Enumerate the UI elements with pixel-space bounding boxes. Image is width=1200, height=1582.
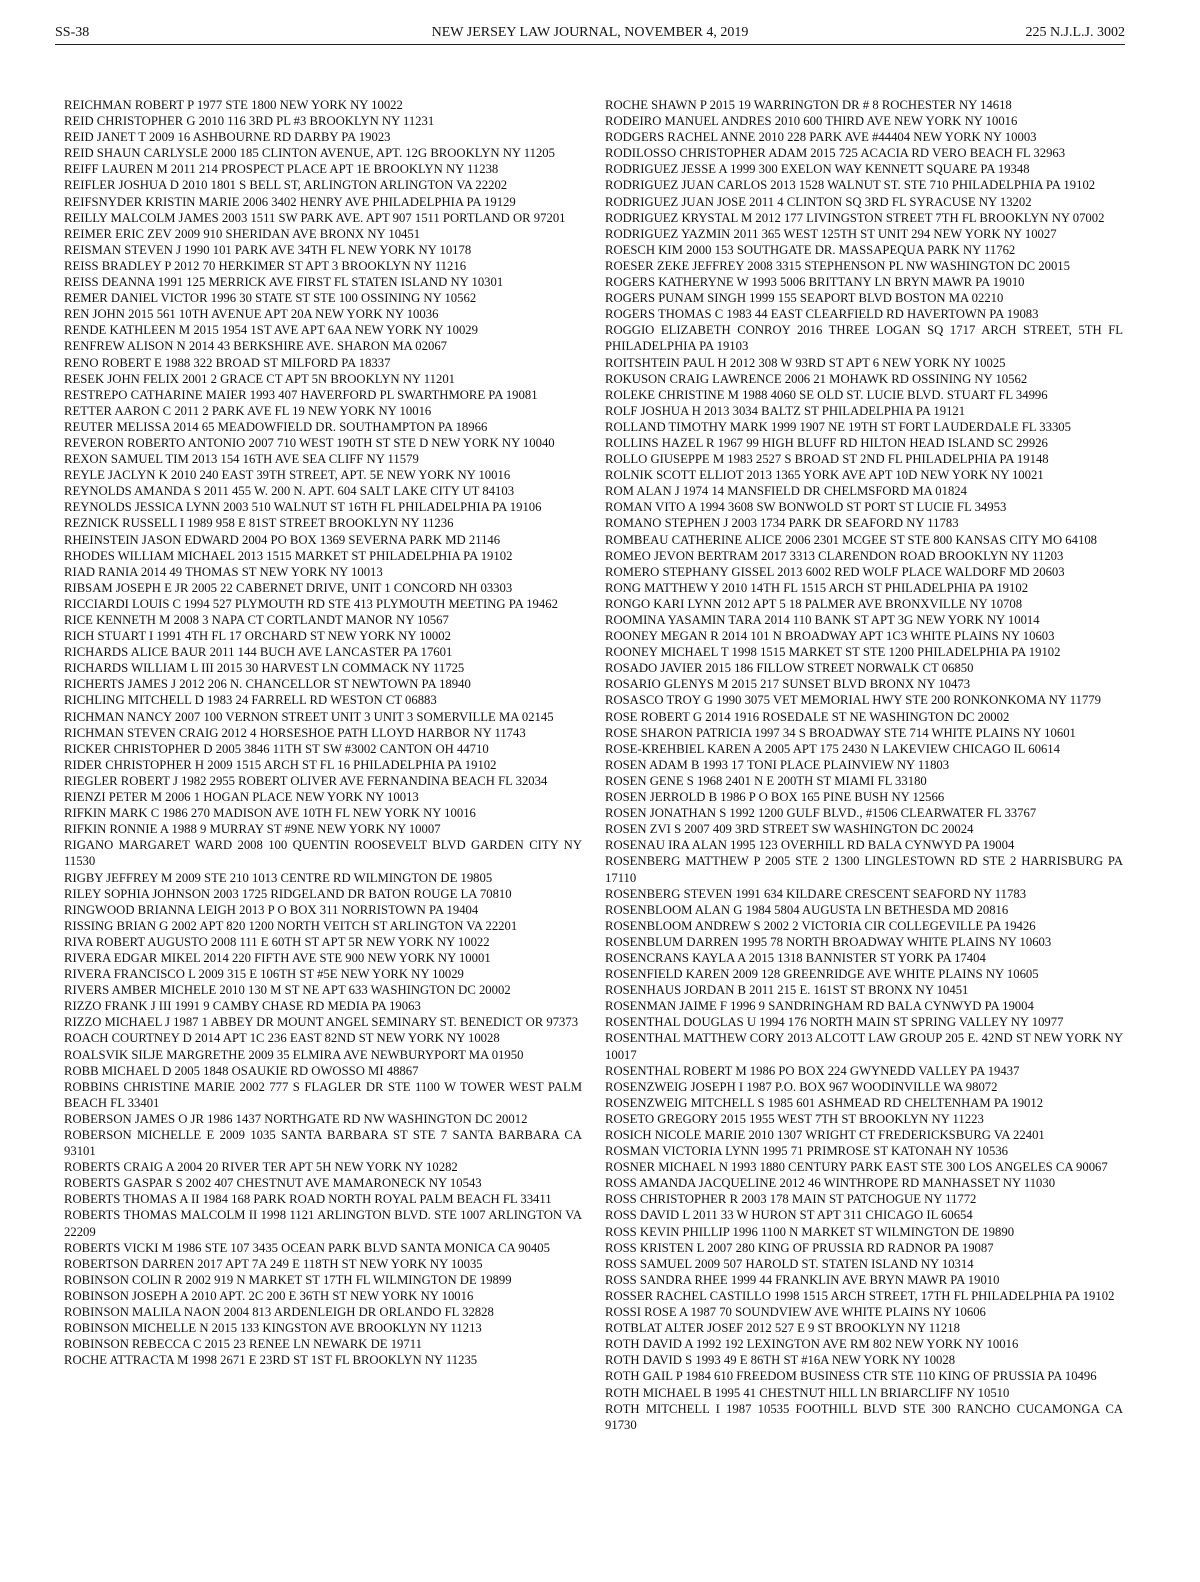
attorney-entry: RONGO KARI LYNN 2012 APT 5 18 PALMER AVE BRONXVILLE NY 10708 [605,596,1023,611]
attorney-entry: REMER DANIEL VICTOR 1996 30 STATE ST STE 100 OSSINING NY 10562 [64,291,477,306]
attorney-entry: ROESER ZEKE JEFFREY 2008 3315 STEPHENSON PL NW WASHINGTON DC 20015 [605,258,1070,273]
attorney-entry: REISS BRADLEY P 2012 70 HERKIMER ST APT 3 BROOKLYN NY 11216 [64,258,467,273]
attorney-entry: ROSEN ADAM B 1993 17 TONI PLACE PLAINVIEW NY 11803 [605,757,950,772]
attorney-entry: RICH STUART I 1991 4TH FL 17 ORCHARD ST NEW YORK NY 10002 [64,629,451,644]
attorney-entry: ROBERTS GASPAR S 2002 407 CHESTNUT AVE MAMARONECK NY 10543 [64,1176,482,1191]
attorney-entry: RIENZI PETER M 2006 1 HOGAN PLACE NEW YORK NY 10013 [64,790,419,805]
attorney-entry: REID JANET T 2009 16 ASHBOURNE RD DARBY PA 19023 [64,130,391,145]
attorney-entry: RODILOSSO CHRISTOPHER ADAM 2015 725 ACACIA RD VERO BEACH FL 32963 [605,146,1066,161]
attorney-entry: RETTER AARON C 2011 2 PARK AVE FL 19 NEW YORK NY 10016 [64,403,432,418]
attorney-entry: RHEINSTEIN JASON EDWARD 2004 PO BOX 1369 SEVERNA PARK MD 21146 [64,532,501,547]
attorney-entry: ROSENTHAL MATTHEW CORY 2013 ALCOTT LAW GROUP 205 E. 42ND ST NEW YORK NY 10017 [605,1031,1123,1062]
attorney-entry: ROGERS THOMAS C 1983 44 EAST CLEARFIELD RD HAVERTOWN PA 19083 [605,307,1039,322]
left-column [64,97,582,1368]
attorney-entry: ROMEO JEVON BERTRAM 2017 3313 CLARENDON ROAD BROOKLYN NY 11203 [605,548,1064,563]
attorney-entry: ROSNER MICHAEL N 1993 1880 CENTURY PARK EAST STE 300 LOS ANGELES CA 90067 [605,1160,1108,1175]
running-header [55,22,1125,44]
attorney-entry: RENFREW ALISON N 2014 43 BERKSHIRE AVE. SHARON MA 02067 [64,339,448,354]
attorney-entry: RICHARDS ALICE BAUR 2011 144 BUCH AVE LANCASTER PA 17601 [64,645,453,660]
attorney-entry: ROONEY MEGAN R 2014 101 N BROADWAY APT 1C3 WHITE PLAINS NY 10603 [605,629,1055,644]
attorney-entry: ROTH GAIL P 1984 610 FREEDOM BUSINESS CTR STE 110 KING OF PRUSSIA PA 10496 [605,1369,1097,1384]
attorney-entry: ROBINSON MICHELLE N 2015 133 KINGSTON AVE BROOKLYN NY 11213 [64,1321,482,1336]
attorney-entry: REUTER MELISSA 2014 65 MEADOWFIELD DR. SOUTHAMPTON PA 18966 [64,419,488,434]
attorney-entry: ROBINSON MALILA NAON 2004 813 ARDENLEIGH DR ORLANDO FL 32828 [64,1305,494,1320]
attorney-entry: REILLY MALCOLM JAMES 2003 1511 SW PARK AVE. APT 907 1511 PORTLAND OR 97201 [64,210,566,225]
attorney-entry: ROSE ROBERT G 2014 1916 ROSEDALE ST NE WASHINGTON DC 20002 [605,709,1010,724]
attorney-entry: REIFLER JOSHUA D 2010 1801 S BELL ST, ARLINGTON ARLINGTON VA 22202 [64,178,508,193]
attorney-entry: RICHARDS WILLIAM L III 2015 30 HARVEST LN COMMACK NY 11725 [64,661,465,676]
attorney-entry: RESTREPO CATHARINE MAIER 1993 407 HAVERFORD PL SWARTHMORE PA 19081 [64,387,538,402]
attorney-entry: ROSEN ZVI S 2007 409 3RD STREET SW WASHINGTON DC 20024 [605,822,974,837]
attorney-entry: RODRIGUEZ YAZMIN 2011 365 WEST 125TH ST UNIT 294 NEW YORK NY 10027 [605,226,1057,241]
attorney-entry: ROSICH NICOLE MARIE 2010 1307 WRIGHT CT FREDERICKSBURG VA 22401 [605,1128,1045,1142]
attorney-entry: ROSS AMANDA JACQUELINE 2012 46 WINTHROPE RD MANHASSET NY 11030 [605,1176,1056,1191]
attorney-entry: ROSENZWEIG MITCHELL S 1985 601 ASHMEAD RD CHELTENHAM PA 19012 [605,1095,1044,1110]
attorney-entry: RENDE KATHLEEN M 2015 1954 1ST AVE APT 6AA NEW YORK NY 10029 [64,323,478,338]
attorney-entry: ROLLINS HAZEL R 1967 99 HIGH BLUFF RD HILTON HEAD ISLAND SC 29926 [605,435,1048,450]
attorney-entry: ROBERTS THOMAS A II 1984 168 PARK ROAD NORTH ROYAL PALM BEACH FL 33411 [64,1192,552,1207]
attorney-entry: ROLLAND TIMOTHY MARK 1999 1907 NE 19TH ST FORT LAUDERDALE FL 33305 [605,419,1071,434]
attorney-entry: ROBERSON JAMES O JR 1986 1437 NORTHGATE RD NW WASHINGTON DC 20012 [64,1111,528,1126]
attorney-entry: ROSS KRISTEN L 2007 280 KING OF PRUSSIA RD RADNOR PA 19087 [605,1240,994,1255]
attorney-entry: ROGGIO ELIZABETH CONROY 2016 THREE LOGAN SQ 1717 ARCH STREET, 5TH FL PHILADELPHIA PA 19103 [605,323,1123,354]
attorney-entry: ROSENBERG MATTHEW P 2005 STE 2 1300 LINGLESTOWN RD STE 2 HARRISBURG PA 17110 [605,854,1123,885]
attorney-entry: REISS DEANNA 1991 125 MERRICK AVE FIRST FL STATEN ISLAND NY 10301 [64,275,504,290]
attorney-entry: REN JOHN 2015 561 10TH AVENUE APT 20A NEW YORK NY 10036 [64,307,439,322]
attorney-entry: REYNOLDS JESSICA LYNN 2003 510 WALNUT ST 16TH FL PHILADELPHIA PA 19106 [64,500,542,515]
attorney-entry: ROSS SANDRA RHEE 1999 44 FRANKLIN AVE BRYN MAWR PA 19010 [605,1272,1000,1287]
attorney-entry: ROSADO JAVIER 2015 186 FILLOW STREET NORWALK CT 06850 [605,661,974,676]
publication-title: NEW JERSEY LAW JOURNAL, NOVEMBER 4, 2019 [431,25,749,40]
attorney-entry: ROKUSON CRAIG LAWRENCE 2006 21 MOHAWK RD OSSINING NY 10562 [605,371,1028,386]
attorney-entry: ROSS DAVID L 2011 33 W HURON ST APT 311 CHICAGO IL 60654 [605,1208,973,1223]
attorney-entry: ROSSER RACHEL CASTILLO 1998 1515 ARCH STREET, 17TH FL PHILADELPHIA PA 19102 [605,1288,1115,1303]
attorney-entry: RINGWOOD BRIANNA LEIGH 2013 P O BOX 311 NORRISTOWN PA 19404 [64,902,479,917]
attorney-entry: RIGANO MARGARET WARD 2008 100 QUENTIN ROOSEVELT BLVD GARDEN CITY NY 11530 [64,838,582,869]
attorney-entry: ROMBEAU CATHERINE ALICE 2006 2301 MCGEE ST STE 800 KANSAS CITY MO 64108 [605,532,1098,547]
attorney-entry: RICE KENNETH M 2008 3 NAPA CT CORTLANDT MANOR NY 10567 [64,613,449,627]
attorney-entry: ROLEKE CHRISTINE M 1988 4060 SE OLD ST. LUCIE BLVD. STUART FL 34996 [605,387,1048,402]
attorney-entry: REVERON ROBERTO ANTONIO 2007 710 WEST 190TH ST STE D NEW YORK NY 10040 [64,435,555,450]
attorney-entry: ROSENTHAL ROBERT M 1986 PO BOX 224 GWYNEDD VALLEY PA 19437 [605,1063,1020,1078]
attorney-entry: ROSEN JERROLD B 1986 P O BOX 165 PINE BUSH NY 12566 [605,790,945,805]
attorney-entry: ROSEN JONATHAN S 1992 1200 GULF BLVD., #1506 CLEARWATER FL 33767 [605,806,1037,821]
attorney-entry: ROTH MICHAEL B 1995 41 CHESTNUT HILL LN BRIARCLIFF NY 10510 [605,1385,1010,1400]
attorney-entry: ROTH MITCHELL I 1987 10535 FOOTHILL BLVD STE 300 RANCHO CUCAMONGA CA 91730 [605,1401,1123,1432]
attorney-entry: ROSARIO GLENYS M 2015 217 SUNSET BLVD BRONX NY 10473 [605,677,971,692]
attorney-entry: RIEGLER ROBERT J 1982 2955 ROBERT OLIVER AVE FERNANDINA BEACH FL 32034 [64,773,548,788]
attorney-entry: ROLNIK SCOTT ELLIOT 2013 1365 YORK AVE APT 10D NEW YORK NY 10021 [605,468,1044,483]
attorney-entry: ROMANO STEPHEN J 2003 1734 PARK DR SEAFORD NY 11783 [605,516,959,531]
citation: 225 N.J.L.J. 3002 [1025,25,1125,40]
attorney-entry: REIFF LAUREN M 2011 214 PROSPECT PLACE APT 1E BROOKLYN NY 11238 [64,162,499,177]
attorney-entry: REXON SAMUEL TIM 2013 154 16TH AVE SEA CLIFF NY 11579 [64,452,419,467]
attorney-entry: ROTBLAT ALTER JOSEF 2012 527 E 9 ST BROOKLYN NY 11218 [605,1321,960,1336]
attorney-entry: ROSMAN VICTORIA LYNN 1995 71 PRIMROSE ST KATONAH NY 10536 [605,1144,1009,1159]
attorney-entry: RESEK JOHN FELIX 2001 2 GRACE CT APT 5N BROOKLYN NY 11201 [64,371,456,386]
attorney-entry: ROSENZWEIG JOSEPH I 1987 P.O. BOX 967 WOODINVILLE WA 98072 [605,1079,998,1094]
attorney-entry: ROITSHTEIN PAUL H 2012 308 W 93RD ST APT 6 NEW YORK NY 10025 [605,355,1006,370]
attorney-entry: REYLE JACLYN K 2010 240 EAST 39TH STREET, APT. 5E NEW YORK NY 10016 [64,468,511,483]
attorney-entry: REID CHRISTOPHER G 2010 116 3RD PL #3 BROOKLYN NY 11231 [64,114,435,129]
attorney-entry: ROM ALAN J 1974 14 MANSFIELD DR CHELMSFORD MA 01824 [605,484,967,499]
attorney-entry: RIGBY JEFFREY M 2009 STE 210 1013 CENTRE RD WILMINGTON DE 19805 [64,870,493,885]
attorney-entry: RIAD RANIA 2014 49 THOMAS ST NEW YORK NY 10013 [64,564,383,579]
attorney-entry: ROMERO STEPHANY GISSEL 2013 6002 RED WOLF PLACE WALDORF MD 20603 [605,564,1065,579]
attorney-entry: ROLF JOSHUA H 2013 3034 BALTZ ST PHILADELPHIA PA 19121 [605,403,966,418]
attorney-entry: REISMAN STEVEN J 1990 101 PARK AVE 34TH FL NEW YORK NY 10178 [64,242,472,257]
attorney-entry: ROBB MICHAEL D 2005 1848 OSAUKIE RD OWOSSO MI 48867 [64,1063,419,1078]
attorney-entry: RIZZO MICHAEL J 1987 1 ABBEY DR MOUNT ANGEL SEMINARY ST. BENEDICT OR 97373 [64,1015,579,1030]
attorney-entry: ROSENBLOOM ANDREW S 2002 2 VICTORIA CIR COLLEGEVILLE PA 19426 [605,918,1036,933]
attorney-entry: RICHMAN STEVEN CRAIG 2012 4 HORSESHOE PATH LLOYD HARBOR NY 11743 [64,725,526,740]
attorney-entry: RIVERS AMBER MICHELE 2010 130 M ST NE APT 633 WASHINGTON DC 20002 [64,983,511,998]
attorney-entry: ROSENAU IRA ALAN 1995 123 OVERHILL RD BALA CYNWYD PA 19004 [605,838,1015,853]
attorney-entry: ROSS CHRISTOPHER R 2003 178 MAIN ST PATCHOGUE NY 11772 [605,1192,977,1207]
attorney-entry: ROTH DAVID S 1993 49 E 86TH ST #16A NEW YORK NY 10028 [605,1353,956,1368]
attorney-entry: ROOMINA YASAMIN TARA 2014 110 BANK ST APT 3G NEW YORK NY 10014 [605,613,1040,627]
attorney-entry: ROTH DAVID A 1992 192 LEXINGTON AVE RM 802 NEW YORK NY 10016 [605,1337,1019,1352]
attorney-entry: ROSENCRANS KAYLA A 2015 1318 BANNISTER ST YORK PA 17404 [605,950,986,965]
attorney-entry: REIMER ERIC ZEV 2009 910 SHERIDAN AVE BRONX NY 10451 [64,226,421,241]
attorney-entry: ROSSI ROSE A 1987 70 SOUNDVIEW AVE WHITE PLAINS NY 10606 [605,1305,986,1320]
attorney-entry: ROSENBLOOM ALAN G 1984 5804 AUGUSTA LN BETHESDA MD 20816 [605,902,1009,917]
attorney-entry: ROSENBERG STEVEN 1991 634 KILDARE CRESCENT SEAFORD NY 11783 [605,886,1027,901]
attorney-entry: RODGERS RACHEL ANNE 2010 228 PARK AVE #44404 NEW YORK NY 10003 [605,130,1037,145]
attorney-entry: RICHMAN NANCY 2007 100 VERNON STREET UNIT 3 UNIT 3 SOMERVILLE MA 02145 [64,709,554,724]
attorney-entry: ROMAN VITO A 1994 3608 SW BONWOLD ST PORT ST LUCIE FL 34953 [605,500,1007,515]
attorney-entry: ROSE SHARON PATRICIA 1997 34 S BROADWAY STE 714 WHITE PLAINS NY 10601 [605,725,1076,740]
attorney-entry: RHODES WILLIAM MICHAEL 2013 1515 MARKET ST PHILADELPHIA PA 19102 [64,548,513,563]
attorney-entry: RICHERTS JAMES J 2012 206 N. CHANCELLOR ST NEWTOWN PA 18940 [64,677,471,692]
attorney-entry: RIBSAM JOSEPH E JR 2005 22 CABERNET DRIVE, UNIT 1 CONCORD NH 03303 [64,580,513,595]
attorney-entry: ROBERTS THOMAS MALCOLM II 1998 1121 ARLINGTON BLVD. STE 1007 ARLINGTON VA 22209 [64,1208,582,1239]
attorney-entry: ROSENHAUS JORDAN B 2011 215 E. 161ST ST BRONX NY 10451 [605,983,969,998]
attorney-entry: RISSING BRIAN G 2002 APT 820 1200 NORTH VEITCH ST ARLINGTON VA 22201 [64,918,518,933]
attorney-entry: ROSASCO TROY G 1990 3075 VET MEMORIAL HWY STE 200 RONKONKOMA NY 11779 [605,693,1102,708]
attorney-entry: RIVERA FRANCISCO L 2009 315 E 106TH ST #5E NEW YORK NY 10029 [64,967,464,982]
attorney-entry: ROGERS KATHERYNE W 1993 5006 BRITTANY LN BRYN MAWR PA 19010 [605,275,1025,290]
attorney-entry: ROSENMAN JAIME F 1996 9 SANDRINGHAM RD BALA CYNWYD PA 19004 [605,999,1034,1014]
attorney-entry: ROGERS PUNAM SINGH 1999 155 SEAPORT BLVD BOSTON MA 02210 [605,291,1004,306]
attorney-entry: ROSEN GENE S 1968 2401 N E 200TH ST MIAMI FL 33180 [605,773,927,788]
attorney-entry: ROONEY MICHAEL T 1998 1515 MARKET ST STE 1200 PHILADELPHIA PA 19102 [605,645,1061,660]
attorney-entry: ROSS SAMUEL 2009 507 HAROLD ST. STATEN ISLAND NY 10314 [605,1256,974,1271]
attorney-entry: ROBINSON COLIN R 2002 919 N MARKET ST 17TH FL WILMINGTON DE 19899 [64,1272,512,1287]
attorney-entry: RICCIARDI LOUIS C 1994 527 PLYMOUTH RD STE 413 PLYMOUTH MEETING PA 19462 [64,596,558,611]
attorney-entry: ROBBINS CHRISTINE MARIE 2002 777 S FLAGLER DR STE 1100 W TOWER WEST PALM BEACH FL 33401 [64,1079,582,1110]
attorney-entry: ROCHE SHAWN P 2015 19 WARRINGTON DR # 8 ROCHESTER NY 14618 [605,98,1012,112]
attorney-entry: RIFKIN RONNIE A 1988 9 MURRAY ST #9NE NEW YORK NY 10007 [64,822,441,837]
attorney-entry: REID SHAUN CARLYSLE 2000 185 CLINTON AVENUE, APT. 12G BROOKLYN NY 11205 [64,146,555,161]
attorney-entry: ROBERTS VICKI M 1986 STE 107 3435 OCEAN PARK BLVD SANTA MONICA CA 90405 [64,1240,550,1255]
right-column [605,97,1123,1433]
attorney-entry: REZNICK RUSSELL I 1989 958 E 81ST STREET BROOKLYN NY 11236 [64,516,454,531]
attorney-entry: REICHMAN ROBERT P 1977 STE 1800 NEW YORK NY 10022 [64,98,403,112]
attorney-entry: ROSETO GREGORY 2015 1955 WEST 7TH ST BROOKLYN NY 11223 [605,1111,984,1126]
attorney-entry: RENO ROBERT E 1988 322 BROAD ST MILFORD PA 18337 [64,355,391,370]
attorney-entry: ROSE-KREHBIEL KAREN A 2005 APT 175 2430 N LAKEVIEW CHICAGO IL 60614 [605,741,1060,756]
attorney-entry: ROALSVIK SILJE MARGRETHE 2009 35 ELMIRA AVE NEWBURYPORT MA 01950 [64,1047,524,1062]
attorney-entry: RODRIGUEZ JESSE A 1999 300 EXELON WAY KENNETT SQUARE PA 19348 [605,162,1030,177]
attorney-entry: ROBERSON MICHELLE E 2009 1035 SANTA BARBARA ST STE 7 SANTA BARBARA CA 93101 [64,1128,582,1159]
attorney-entry: RODRIGUEZ JUAN CARLOS 2013 1528 WALNUT ST. STE 710 PHILADELPHIA PA 19102 [605,178,1096,193]
attorney-entry: REIFSNYDER KRISTIN MARIE 2006 3402 HENRY AVE PHILADELPHIA PA 19129 [64,194,516,209]
attorney-entry: RIFKIN MARK C 1986 270 MADISON AVE 10TH FL NEW YORK NY 10016 [64,806,476,821]
attorney-entry: ROBINSON REBECCA C 2015 23 RENEE LN NEWARK DE 19711 [64,1337,422,1352]
attorney-entry: ROBERTSON DARREN 2017 APT 7A 249 E 118TH ST NEW YORK NY 10035 [64,1256,483,1271]
attorney-entry: RODRIGUEZ JUAN JOSE 2011 4 CLINTON SQ 3RD FL SYRACUSE NY 13202 [605,194,1032,209]
header-rule [55,44,1125,45]
attorney-entry: ROSENBLUM DARREN 1995 78 NORTH BROADWAY WHITE PLAINS NY 10603 [605,934,1052,949]
attorney-entry: ROACH COURTNEY D 2014 APT 1C 236 EAST 82ND ST NEW YORK NY 10028 [64,1031,500,1046]
attorney-entry: ROESCH KIM 2000 153 SOUTHGATE DR. MASSAPEQUA PARK NY 11762 [605,242,1016,257]
attorney-entry: ROBERTS CRAIG A 2004 20 RIVER TER APT 5H NEW YORK NY 10282 [64,1160,458,1175]
page-number: SS-38 [55,25,90,40]
attorney-entry: RICKER CHRISTOPHER D 2005 3846 11TH ST SW #3002 CANTON OH 44710 [64,741,489,756]
attorney-entry: RODRIGUEZ KRYSTAL M 2012 177 LIVINGSTON STREET 7TH FL BROOKLYN NY 07002 [605,210,1105,225]
attorney-entry: ROSENFIELD KAREN 2009 128 GREENRIDGE AVE WHITE PLAINS NY 10605 [605,967,1039,982]
attorney-entry: RONG MATTHEW Y 2010 14TH FL 1515 ARCH ST PHILADELPHIA PA 19102 [605,580,1029,595]
attorney-entry: ROSENTHAL DOUGLAS U 1994 176 NORTH MAIN ST SPRING VALLEY NY 10977 [605,1015,1064,1030]
attorney-entry: RICHLING MITCHELL D 1983 24 FARRELL RD WESTON CT 06883 [64,693,437,708]
attorney-entry: ROCHE ATTRACTA M 1998 2671 E 23RD ST 1ST FL BROOKLYN NY 11235 [64,1353,478,1368]
attorney-entry: RIDER CHRISTOPHER H 2009 1515 ARCH ST FL 16 PHILADELPHIA PA 19102 [64,757,497,772]
attorney-entry: REYNOLDS AMANDA S 2011 455 W. 200 N. APT. 604 SALT LAKE CITY UT 84103 [64,484,515,499]
attorney-entry: RIZZO FRANK J III 1991 9 CAMBY CHASE RD MEDIA PA 19063 [64,999,421,1014]
attorney-entry: ROLLO GIUSEPPE M 1983 2527 S BROAD ST 2ND FL PHILADELPHIA PA 19148 [605,452,1049,467]
attorney-entry: ROBINSON JOSEPH A 2010 APT. 2C 200 E 36TH ST NEW YORK NY 10016 [64,1288,474,1303]
attorney-entry: ROSS KEVIN PHILLIP 1996 1100 N MARKET ST WILMINGTON DE 19890 [605,1224,1015,1239]
attorney-entry: RIVERA EDGAR MIKEL 2014 220 FIFTH AVE STE 900 NEW YORK NY 10001 [64,950,491,965]
attorney-entry: RILEY SOPHIA JOHNSON 2003 1725 RIDGELAND DR BATON ROUGE LA 70810 [64,886,512,901]
attorney-entry: RIVA ROBERT AUGUSTO 2008 111 E 60TH ST APT 5R NEW YORK NY 10022 [64,934,490,949]
attorney-entry: RODEIRO MANUEL ANDRES 2010 600 THIRD AVE NEW YORK NY 10016 [605,114,1018,129]
